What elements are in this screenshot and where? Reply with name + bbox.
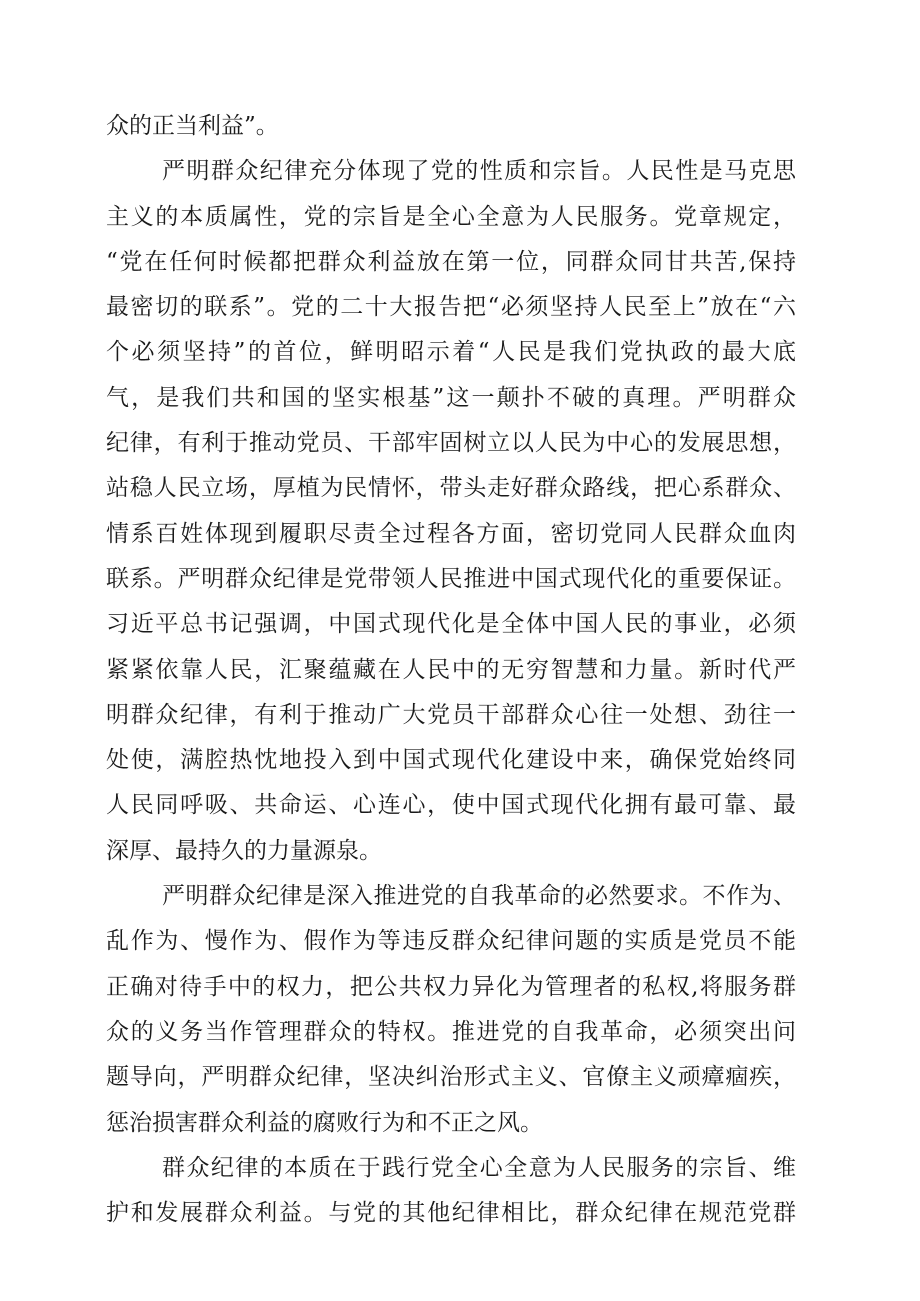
text-line: 紧紧依靠人民，汇聚蕴藏在人民中的无穷智慧和力量。新时代严 bbox=[106, 656, 796, 683]
text-line: 正确对待手中的权力，把公共权力异化为管理者的私权,将服务群 bbox=[106, 973, 796, 1000]
text-line: 人民同呼吸、共命运、心连心，使中国式现代化拥有最可靠、最 bbox=[106, 792, 796, 819]
text-line: 最密切的联系”。党的二十大报告把“必须坚持人民至上”放在“六 bbox=[106, 294, 796, 321]
paragraph-first-line: 严明群众纪律充分体现了党的性质和宗旨。人民性是马克思 bbox=[162, 158, 796, 185]
paragraph-first-line: 严明群众纪律是深入推进党的自我革命的必然要求。不作为、 bbox=[162, 883, 796, 910]
text-line: 联系。严明群众纪律是党带领人民推进中国式现代化的重要保证。 bbox=[106, 565, 796, 592]
text-line: 护和发展群众利益。与党的其他纪律相比，群众纪律在规范党群 bbox=[106, 1200, 796, 1227]
document-body bbox=[106, 104, 796, 1236]
text-line: 纪律，有利于推动党员、干部牢固树立以人民为中心的发展思想， bbox=[106, 430, 796, 457]
text-line: 众的义务当作管理群众的特权。推进党的自我革命，必须突出问 bbox=[106, 1018, 796, 1045]
text-line: 处使，满腔热忱地投入到中国式现代化建设中来，确保党始终同 bbox=[106, 747, 796, 774]
text-line: 个必须坚持”的首位，鲜明昭示着“人民是我们党执政的最大底 bbox=[106, 339, 796, 366]
text-line: 众的正当利益”。 bbox=[106, 113, 279, 139]
text-line: “党在任何时候都把群众利益放在第一位，同群众同甘共苦,保持 bbox=[106, 248, 796, 275]
text-line: 惩治损害群众利益的腐败行为和不正之风。 bbox=[106, 1109, 543, 1136]
text-line: 气，是我们共和国的坚实根基”这一颠扑不破的真理。严明群众 bbox=[106, 384, 796, 411]
text-line: 深厚、最持久的力量源泉。 bbox=[106, 837, 382, 864]
text-line: 题导向，严明群众纪律，坚决纠治形式主义、官僚主义顽瘴痼疾， bbox=[106, 1064, 796, 1091]
text-line: 明群众纪律，有利于推动广大党员干部群众心往一处想、劲往一 bbox=[106, 701, 796, 728]
paragraph-first-line: 群众纪律的本质在于践行党全心全意为人民服务的宗旨、维 bbox=[162, 1154, 796, 1181]
text-line: 情系百姓体现到履职尽责全过程各方面，密切党同人民群众血肉 bbox=[106, 520, 796, 547]
text-line: 乱作为、慢作为、假作为等违反群众纪律问题的实质是党员不能 bbox=[106, 928, 796, 955]
text-line: 主义的本质属性，党的宗旨是全心全意为人民服务。党章规定， bbox=[106, 203, 796, 230]
text-line: 站稳人民立场，厚植为民情怀，带头走好群众路线，把心系群众、 bbox=[106, 475, 796, 502]
text-line: 习近平总书记强调，中国式现代化是全体中国人民的事业，必须 bbox=[106, 611, 796, 638]
